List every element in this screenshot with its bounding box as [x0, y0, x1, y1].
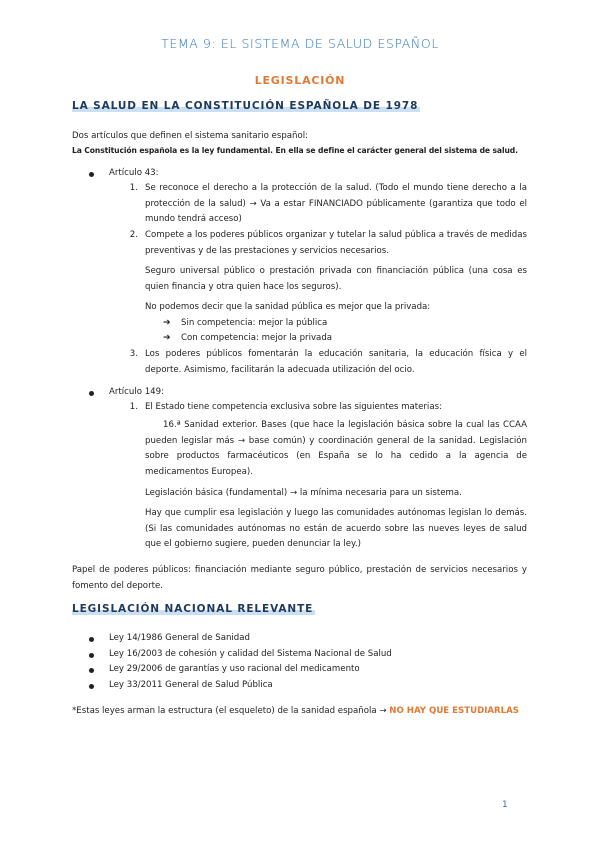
bullet-icon — [89, 391, 94, 396]
intro-text: Dos artículos que definen el sistema sanitario español: — [72, 131, 309, 141]
page-subtitle: LEGISLACIÓN — [254, 74, 346, 87]
page-title: TEMA 9: EL SISTEMA DE SALUD ESPAÑOL — [161, 36, 439, 51]
bullet-icon — [89, 637, 94, 642]
arrow-item-2: Con competencia: mejor la privada — [181, 333, 333, 343]
laws-note — [72, 704, 532, 720]
page-number: 1 — [502, 800, 508, 810]
art149-label: Artículo 149: — [109, 387, 165, 397]
art43-item2: Compete a los poderes públicos organizar y tutelar la salud pública a través de medidas preventivas y de las prestaciones y servicios necesarios. — [145, 230, 527, 256]
art149-item1: El Estado tiene competencia exclusiva sobre las siguientes materias: — [145, 402, 442, 412]
laws-note-highlight: NO HAY QUE ESTUDIARLAS — [389, 706, 519, 716]
arrow-right-icon: ➔ — [163, 333, 171, 343]
art43-item3: Los poderes públicos fomentarán la educación sanitaria, la educación física y el deporte. Asimismo, facilitarán la adecuada utilización del ocio. — [145, 349, 527, 375]
art149-para1: 16.ª Sanidad exterior. Bases (que hace la legislación básica sobre la cual las CCAA pueden legislar más → base común) y coordinación general de la sanidad. Legislación sobre productos farmacéuticos (en España se lo ha cedido a la agencia de medicamentos Europea). — [145, 420, 527, 477]
bullet-icon — [89, 668, 94, 673]
law-item: Ley 33/2011 General de Salud Pública — [109, 680, 273, 690]
art43-item2-note2: No podemos decir que la sanidad pública es mejor que la privada: — [145, 302, 431, 312]
law-item: Ley 14/1986 General de Sanidad — [109, 633, 250, 643]
laws-note-text: *Estas leyes arman la estructura (el esqueleto) de la sanidad española → — [72, 706, 387, 716]
art149-item1-number: 1. — [129, 402, 138, 412]
art43-item2-number: 2. — [129, 230, 138, 240]
art43-item3-number: 3. — [129, 349, 138, 359]
bullet-icon — [89, 684, 94, 689]
bullet-icon — [89, 172, 94, 177]
art149-para2: Legislación básica (fundamental) → la mínima necesaria para un sistema. — [145, 488, 462, 498]
law-item: Ley 29/2006 de garantías y uso racional del medicamento — [109, 664, 360, 674]
section-heading-national: LEGISLACIÓN NACIONAL RELEVANTE — [72, 603, 314, 615]
art149-para3: Hay que cumplir esa legislación y luego las comunidades autónomas legislan lo demás. (Si las comunidades autónomas no están de acuerdo sobre las nueves leyes de salud que el gobierno sugiere, pueden denunciar la ley.) — [145, 508, 527, 549]
intro-bold-text: La Constitución española es la ley fundamental. En ella se define el carácter general del sistema de salud. — [72, 146, 518, 155]
bullet-icon — [89, 653, 94, 658]
art43-item2-note1: Seguro universal público o prestación privada con financiación pública (una cosa es quien financia y otra quien hace los seguros). — [145, 266, 527, 292]
arrow-right-icon: ➔ — [163, 318, 171, 328]
art43-label: Artículo 43: — [109, 168, 159, 178]
arrow-item-1: Sin competencia: mejor la pública — [181, 318, 328, 328]
art43-item1: Se reconoce el derecho a la protección de la salud. (Todo el mundo tiene derecho a la protección de la salud) → Va a estar FINANCIADO públicamente (garantiza que todo el mundo tendrá acceso) — [145, 183, 527, 224]
art43-item1-number: 1. — [129, 183, 138, 193]
law-item: Ley 16/2003 de cohesión y calidad del Sistema Nacional de Salud — [109, 649, 392, 659]
outro-text: Papel de poderes públicos: financiación mediante seguro público, prestación de servicios necesarios y fomento del deporte. — [72, 565, 527, 591]
section-heading-constitution: LA SALUD EN LA CONSTITUCIÓN ESPAÑOLA DE 1978 — [72, 100, 419, 112]
